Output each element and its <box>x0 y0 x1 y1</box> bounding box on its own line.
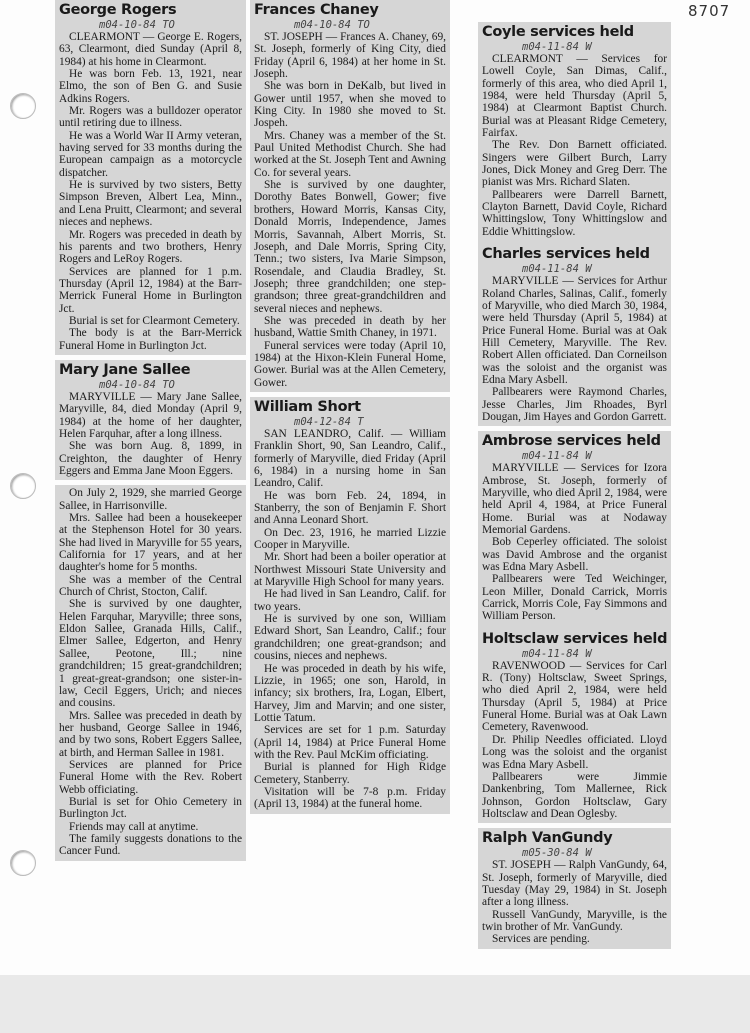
page-number: 8707 <box>688 2 731 20</box>
obituary-paragraph: He was born Feb. 24, 1894, in Stanberry, the son of Benjamin F. Short and Anna Leonard Short. <box>254 489 446 527</box>
obituary-paragraph: Mr. Rogers was a bulldozer operator until retiring due to illness. <box>59 105 242 130</box>
clipping-frances-chaney <box>250 0 450 392</box>
obituary-paragraph: Pallbearers were Jimmie Dankenbring, Tom Mallernee, Rick Johnson, Gordon Holtsclaw, Gary Holtsclaw and Dean Oglesby. <box>482 770 667 820</box>
column-left <box>55 0 246 861</box>
obituary-paragraph: She was born in DeKalb, but lived in Gower until 1957, when she moved to King City. In 1980 she moved to St. Jospeh. <box>254 80 446 130</box>
obituary-paragraph: Burial is set for Clearmont Cemetery. <box>69 314 240 327</box>
obituary-paragraph: He is survived by two sisters, Betty Simpson Breven, Albert Lea, Minn., and Lena Pruitt, Clearmont; and several nieces and nephews. <box>59 179 242 229</box>
column-right <box>478 22 671 949</box>
handwritten-date-note: m04-10-84 TO <box>294 19 370 31</box>
obituary-paragraph: Dr. Philip Needles officiated. Lloyd Long was the soloist and the organist was Edna Mary Asbell. <box>482 733 667 771</box>
obituary-paragraph: Services are planned for Price Funeral Home with the Rev. Robert Webb officiating. <box>59 758 242 796</box>
obituary-paragraph: Burial is planned for High Ridge Cemetery, Stanberry. <box>254 761 446 786</box>
obituary-paragraph: RAVENWOOD — Services for Carl R. (Tony) Holtsclaw, Sweet Springs, who died April 2, 1984, were held Thursday (April 5, 1984) at Price Funeral Home. Burial was at Oak Lawn Cemetery, Ravenwood. <box>482 659 667 734</box>
obituary-paragraph: The family suggests donations to the Cancer Fund. <box>59 832 242 858</box>
obituary-paragraph: Bob Ceperley officiated. The soloist was David Ambrose and the organist was Edna Mary Asbell. <box>482 536 667 574</box>
obituary-headline: Coyle services held <box>482 24 634 40</box>
obituary-ralph-vangundy <box>482 830 667 945</box>
obituary-paragraph: Services are set for 1 p.m. Saturday (April 14, 1984) at Price Funeral Home with the Rev. Paul McKim officiating. <box>254 724 446 761</box>
clipping-ralph-vangundy <box>478 828 671 948</box>
handwritten-date-note: m04-11-84 W <box>522 647 592 660</box>
obituary-headline: Ralph VanGundy <box>482 830 613 847</box>
obituary-paragraph: Mrs. Sallee was preceded in death by her husband, George Sallee in 1946, and by two sons, Robert Eggers Sallee, at birth, and Herman Sallee in 1981. <box>59 709 242 759</box>
obituary-paragraph: She was preceded in death by her husband, Wattie Smith Chaney, in 1971. <box>254 314 446 340</box>
obituary-paragraph: On July 2, 1929, she married George Sallee, in Harrisonville. <box>59 487 242 512</box>
obituary-paragraph: Funeral services were today (April 10, 1984) at the Hixon-Klein Funeral Home, Gower. Burial was at the Allen Cemetery, Gower. <box>254 339 446 389</box>
obituary-paragraph: She was a member of the Central Church of Christ, Stocton, Calif. <box>59 573 242 599</box>
clipping-william-short <box>250 397 450 814</box>
handwritten-date-note: m04-11-84 W <box>522 450 592 463</box>
obituary-paragraph: MARYVILLE — Services for Arthur Roland Charles, Salinas, Calif., fomerly of Maryville, who died March 30, 1984, were held Thursday (April 5, 1984) at Price Funeral Home. Burial was at Oak Hill Cemetery, Maryville. The Rev. Robert Allen officiated. Dan Corneilson was the soloist and the organist was Edna Mary Asbell. <box>482 275 667 386</box>
obituary-coyle-services <box>482 24 667 238</box>
obituary-paragraph: Burial is set for Ohio Cemetery in Burlington Jct. <box>59 795 242 821</box>
obituary-paragraph: Friends may call at anytime. <box>69 820 199 833</box>
obituary-paragraph: ST. JOSEPH — Ralph VanGundy, 64, St. Joseph, formerly of Maryville, died Tuesday (May 29, 1984) in St. Joseph after a long illness. <box>482 859 667 909</box>
obituary-paragraph: She is survived by one daughter, Helen Farquhar, Maryville; three sons, Eldon Sallee, Granada Hills, Calif., Elmer Sallee, Edgerton, and Henry Sallee, Peotone, Ill.; nine grandchildren; 15 great-grandchildren; 1 great-great-grandson; one sister-in-law, Cecil Eggers, Urich; and nieces and cousins. <box>59 598 242 710</box>
obituary-ambrose-services <box>482 433 667 622</box>
obituary-paragraph: Services are pending. <box>492 933 590 946</box>
scanner-background <box>0 975 750 1033</box>
punch-hole <box>10 473 36 499</box>
punch-hole <box>10 93 36 119</box>
obituary-paragraph: ST. JOSEPH — Frances A. Chaney, 69, St. Joseph, formerly of King City, died Friday (April 6, 1984) at her home in St. Joseph. <box>254 31 446 81</box>
obituary-paragraph: The body is at the Barr-Merrick Funeral Home in Burlington Jct. <box>59 327 242 352</box>
obituary-paragraph: Pallbearers were Raymond Charles, Jesse Charles, Jim Rhoades, Byrl Dougan, Jim Hayes and Gordon Garrett. <box>482 386 667 423</box>
obituary-headline: George Rogers <box>59 2 177 18</box>
obituary-paragraph: She is survived by one daughter, Dorothy Bates Bonwell, Gower; five brothers, Howard Morris, Kansas City, Donald Morris, Independence, James Morris, Savannah, Albert Morris, St. Joseph, and Dale Morris, Spring City, Tenn.; two sisters, Iva Marie Simpson, Rosendale, and Claudia Bradley, St. Joseph; three grandchilden; one step-grandson; three great-grandchildren and several nieces and nephews. <box>254 179 446 315</box>
clipping-george-rogers <box>55 0 246 355</box>
obituary-headline: Charles services held <box>482 246 650 263</box>
obituary-paragraph: On Dec. 23, 1916, he married Lizzie Cooper in Maryville. <box>254 526 446 552</box>
obituary-paragraph: He was proceded in death by his wife, Lizzie, in 1965; one son, Harold, in infancy; six brothers, Ira, Logan, Elbert, Harvey, Jim and Marvin; and one sister, Lottie Tatum. <box>254 662 446 724</box>
obituary-headline: Holtsclaw services held <box>482 630 668 647</box>
clipping-mary-jane-sallee <box>55 360 246 480</box>
obituary-paragraph: Mr. Rogers was preceded in death by his parents and two brothers, Henry Rogers and LeRoy Rogers. <box>59 228 242 266</box>
clipping-coyle-charles <box>478 22 671 426</box>
obituary-paragraph: Pallbearers were Ted Weichinger, Leon Miller, Donald Carrick, Morris Carrick, Morris Cole, Fay Simmons and William Person. <box>482 573 667 623</box>
obituary-paragraph: He was a World War II Army veteran, having served for 33 months during the European campaign as a motorcycle dispatcher. <box>59 129 242 179</box>
obituary-paragraph: MARYVILLE — Services for Izora Ambrose, St. Joseph, formerly of Maryville, who died April 2, 1984, were held April 4, 1984, at Price Funeral Home. Burial was at Nodaway Memorial Gardens. <box>482 462 667 536</box>
handwritten-date-note: m04-11-84 W <box>522 41 592 53</box>
obituary-paragraph: Pallbearers were Darrell Barnett, Clayton Barnett, David Coyle, Richard Whittingslow, Tony Whittingslow and Eddie Whittingslow. <box>482 188 667 238</box>
obituary-headline: William Short <box>254 398 361 415</box>
obituary-paragraph: Visitation will be 7-8 p.m. Friday (April 13, 1984) at the funeral home. <box>254 785 446 811</box>
punch-hole <box>10 850 36 876</box>
column-middle <box>250 0 450 814</box>
obituary-paragraph: Services are planned for 1 p.m. Thursday (April 12, 1984) at the Barr-Merrick Funeral Home in Burlington Jct. <box>59 265 242 315</box>
obituary-paragraph: The Rev. Don Barnett officiated. Singers were Gilbert Burch, Larry Jones, Dick Money and Greg Derr. The pianist was Mrs. Richard Slaten. <box>482 139 667 189</box>
obituary-headline: Frances Chaney <box>254 2 379 18</box>
obituary-paragraph: SAN LEANDRO, Calif. — William Franklin Short, 90, San Leandro, Calif., formerly of Maryville, died Friday (April 6, 1984) in a nursing home in San Leandro, Calif. <box>254 427 446 490</box>
obituary-paragraph: CLEARMONT — Services for Lowell Coyle, San Dimas, Calif., formerly of this area, who died April 1, 1984, were held Thursday (April 5, 1984) at Clearmont Baptist Church. Burial was at Pleasant Ridge Cemetery, Fairfax. <box>482 53 667 140</box>
obituary-frances-chaney <box>254 2 446 389</box>
obituary-paragraph: She was born Aug. 8, 1899, in Creighton, the daughter of Henry Eggers and Emma Jane Moon Eggers. <box>59 440 242 477</box>
obituary-charles-services <box>482 246 667 423</box>
obituary-william-short <box>254 399 446 811</box>
obituary-mary-jane-sallee-continued <box>59 487 242 857</box>
obituary-paragraph: Mr. Short had been a boiler operatior at Northwest Missouri State University and at Maryville High School for many years. <box>254 551 446 589</box>
obituary-paragraph: Russell VanGundy, Maryville, is the twin brother of Mr. VanGundy. <box>482 908 667 933</box>
obituary-headline: Ambrose services held <box>482 433 661 450</box>
obituary-paragraph: Mrs. Sallee had been a housekeeper at the Stephenson Hotel for 30 years. She had lived in Maryville for 55 years, California for 17 years, and at her daughter's home for 5 months. <box>59 512 242 574</box>
obituary-paragraph: Mrs. Chaney was a member of the St. Paul United Methodist Church. She had worked at the St. Joseph Tent and Awning Co. for several years. <box>254 129 446 179</box>
obituary-paragraph: He had lived in San Leandro, Calif. for two years. <box>254 588 446 613</box>
handwritten-date-note: m05-30-84 W <box>522 847 592 860</box>
obituary-paragraph: He is survived by one son, William Edward Short, San Leandro, Calif.; four grandchildren; one great-grandson; and cousins, nieces and nephews. <box>254 613 446 663</box>
obituary-mary-jane-sallee <box>59 362 242 477</box>
obituary-paragraph: CLEARMONT — George E. Rogers, 63, Clearmont, died Sunday (April 8, 1984) at his home in Clearmont. <box>59 31 242 68</box>
obituary-headline: Mary Jane Sallee <box>59 361 191 378</box>
obituary-george-rogers <box>59 2 242 352</box>
handwritten-date-note: m04-10-84 TO <box>99 378 175 391</box>
clipping-mary-jane-sallee-continued <box>55 485 246 860</box>
handwritten-date-note: m04-10-84 TO <box>99 19 175 31</box>
obituary-holtsclaw-services <box>482 631 667 820</box>
handwritten-date-note: m04-12-84 T <box>294 415 364 428</box>
obituary-paragraph: MARYVILLE — Mary Jane Sallee, Maryville, 84, died Monday (April 9, 1984) at the home of her daughter, Helen Farquhar, after a long illness. <box>59 390 242 440</box>
obituary-paragraph: He was born Feb. 13, 1921, near Elmo, the son of Ben G. and Susie Adkins Rogers. <box>59 68 242 105</box>
clipping-ambrose-holtsclaw <box>478 431 671 823</box>
handwritten-date-note: m04-11-84 W <box>522 263 592 276</box>
